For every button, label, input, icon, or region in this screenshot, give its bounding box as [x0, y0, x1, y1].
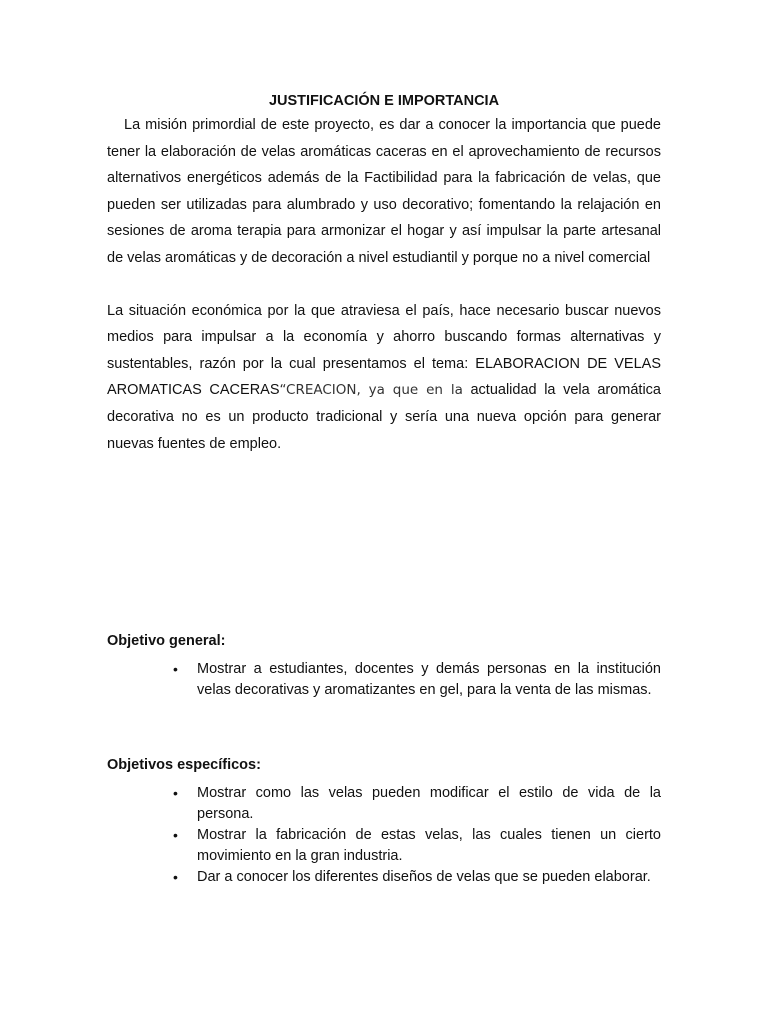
paragraph-mission: La misión primordial de este proyecto, es dar a conocer la importancia que puede tener la elaboración de velas aromáticas caceras en el aprovechamiento de recursos alternativos energéticos además de la Factibilidad para la fabricación de velas, que pueden ser utilizadas para alumbrado y uso decorativo; fomentando la relajación en sesiones de aroma terapia para armonizar el hogar y así impulsar la parte artesanal de velas aromáticas y de decoración a nivel estudiantil y porque no a nivel comercial: [107, 117, 661, 266]
list-item: [107, 867, 661, 888]
list-item-text: Mostrar como las velas pueden modificar el estilo de vida de la persona.: [197, 785, 661, 822]
creacion-text: “CREACION, ya que en la: [279, 382, 463, 399]
objetivo-general-list: [107, 659, 661, 701]
paragraph-economic-text: La situación económica por la que atraviesa el país, hace necesario buscar nuevos medios para impulsar a la economía y ahorro buscando formas alternativas y sustentables, razón por la cual presentamos el tema:: [107, 302, 661, 372]
bullet-icon: •: [173, 661, 178, 677]
paragraph-economic-text-end: actualidad la vela aromática decorativa no es un producto tradicional y sería una nueva opción para generar nuevas fuentes de empleo.: [107, 382, 661, 452]
list-item: [107, 783, 661, 825]
objetivos-especificos-section: [107, 755, 661, 888]
bullet-icon: •: [173, 827, 178, 843]
objetivos-especificos-list: [107, 783, 661, 888]
list-item: [107, 825, 661, 867]
objetivo-general-section: [107, 631, 661, 701]
list-item-text: Mostrar a estudiantes, docentes y demás personas en la institución velas decorativas y aromatizantes en gel, para la venta de las mismas.: [197, 661, 661, 698]
list-item-text: Mostrar la fabricación de estas velas, las cuales tienen un cierto movimiento en la gran industria.: [197, 827, 661, 864]
project-title-inline: ELABORACION DE VELAS AROMATICAS CACERAS: [107, 355, 662, 399]
list-item: [107, 659, 661, 701]
bullet-icon: •: [173, 869, 178, 885]
paragraph-economic-situation: [107, 298, 661, 458]
bullet-icon: •: [173, 785, 178, 801]
objetivo-general-heading: Objetivo general:: [107, 633, 226, 649]
objetivos-especificos-heading: Objetivos específicos:: [107, 757, 261, 773]
section-title: JUSTIFICACIÓN E IMPORTANCIA: [268, 93, 500, 109]
list-item-text: Dar a conocer los diferentes diseños de velas que se pueden elaborar.: [197, 869, 651, 885]
justification-section: [107, 90, 661, 457]
